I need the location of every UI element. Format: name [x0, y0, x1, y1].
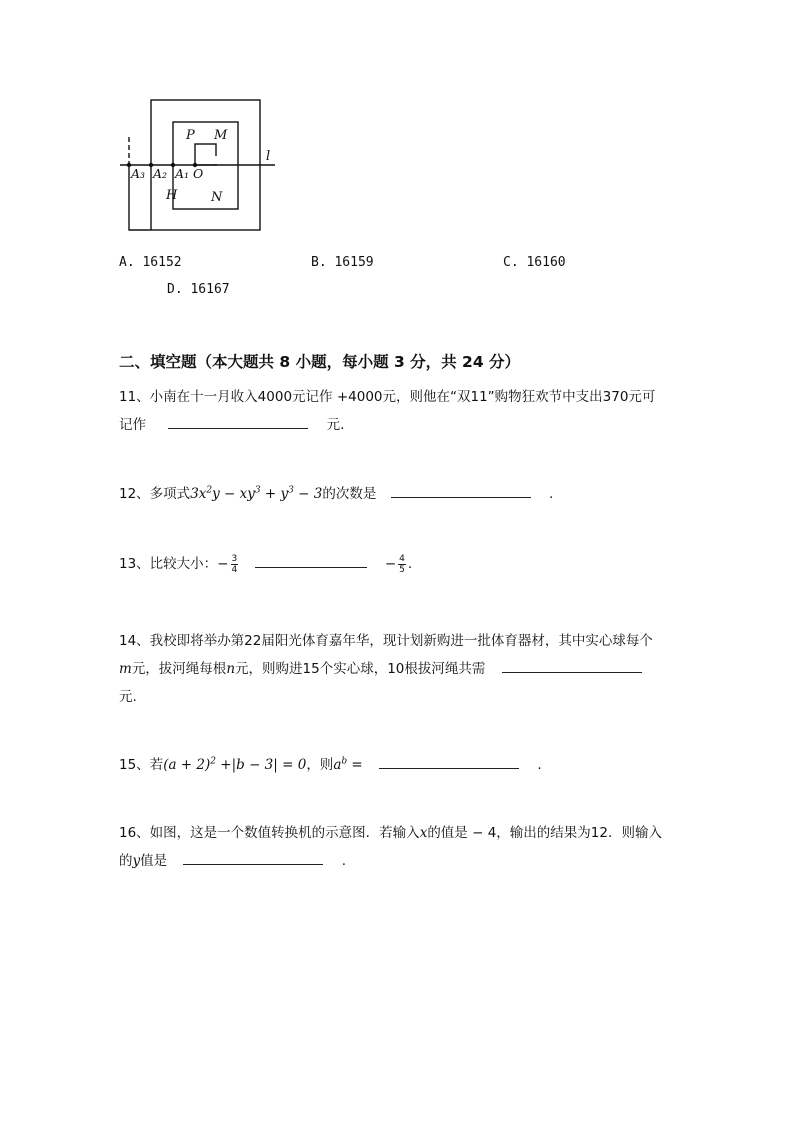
option-a[interactable]: A. 16152	[119, 255, 182, 270]
q14-text-a: 元，拔河绳每根	[131, 661, 227, 677]
q16-suffix: .	[341, 853, 347, 869]
q16-text-c: 的	[119, 853, 133, 869]
label-n: N	[211, 190, 223, 205]
question-16-line1	[119, 821, 662, 841]
q11-prefix: 记作	[119, 417, 146, 433]
q15-equation: $(a + 2)^2 +|b - 3| = 0$	[163, 756, 307, 773]
q15-answer-blank[interactable]	[379, 754, 519, 769]
q13-fraction-1: $\frac{3}{4}$	[231, 553, 238, 575]
label-p: P	[186, 128, 195, 143]
q13-suffix: .	[407, 556, 413, 572]
q16-text-d: 值是	[140, 853, 168, 869]
spiral-figure	[115, 92, 290, 237]
q16-text-a: 16、如图，这是一个数值转换机的示意图．若输入	[119, 825, 420, 841]
var-m: m	[119, 661, 132, 677]
q15-mid: ，则	[306, 757, 334, 773]
label-o: O	[193, 166, 204, 181]
question-12	[119, 482, 553, 502]
q11-answer-blank[interactable]	[168, 414, 308, 429]
option-c[interactable]: C. 16160	[503, 255, 566, 270]
question-11-line2	[119, 413, 344, 433]
label-l: l	[266, 149, 271, 164]
q15-prefix: 15、若	[119, 757, 164, 773]
q15-suffix: .	[537, 757, 542, 773]
question-14-line2	[119, 657, 642, 677]
q11-suffix: 元.	[326, 417, 345, 433]
question-15	[119, 753, 542, 773]
question-11-line1: 11、小南在十一月收入4000元记作 +4000元，则他在“双11”购物狂欢节中支出370元可	[119, 389, 656, 405]
q12-prefix: 12、多项式	[119, 486, 191, 502]
inner-square	[195, 144, 216, 165]
question-13: 13、比较大小：− $\frac{3}{4}$ − $\frac{4}{5}$ .	[119, 553, 413, 575]
q14-answer-blank[interactable]	[502, 658, 642, 673]
q12-suffix: .	[548, 486, 554, 502]
var-x: x	[419, 825, 428, 841]
q14-text-b: 元，则购进15个实心球，10根拔河绳共需	[235, 661, 486, 677]
q12-polynomial: $3x^2y - xy^3 + y^3 - 3$	[190, 485, 323, 502]
option-b[interactable]: B. 16159	[311, 255, 374, 270]
question-14-line1: 14、我校即将举办第22届阳光体育嘉年华，现计划新购进一批体育器材，其中实心球每个	[119, 633, 653, 649]
question-14-line3: 元.	[119, 689, 137, 705]
q13-answer-blank[interactable]	[255, 553, 367, 568]
var-n: n	[226, 661, 236, 677]
q13-prefix: 13、比较大小：	[119, 556, 218, 572]
q16-answer-blank[interactable]	[183, 850, 323, 865]
var-y: y	[132, 853, 141, 869]
q13-fraction-2: $\frac{4}{5}$	[399, 553, 405, 575]
label-m: M	[214, 128, 228, 143]
q15-expression: $a^b$ =	[333, 756, 363, 773]
section-title: 二、填空题（本大题共 8 小题，每小题 3 分，共 24 分）	[119, 353, 521, 371]
q12-answer-blank[interactable]	[391, 483, 531, 498]
label-a3: A₃	[131, 166, 146, 181]
label-a1: A₁	[175, 166, 190, 181]
q16-text-b: 的值是 − 4，输出的结果为12．则输入	[427, 825, 662, 841]
option-d[interactable]: D. 16167	[167, 282, 230, 297]
label-h: H	[166, 188, 178, 203]
question-16-line2	[119, 849, 346, 869]
q12-mid: 的次数是	[322, 486, 377, 502]
label-a2: A₂	[153, 166, 168, 181]
